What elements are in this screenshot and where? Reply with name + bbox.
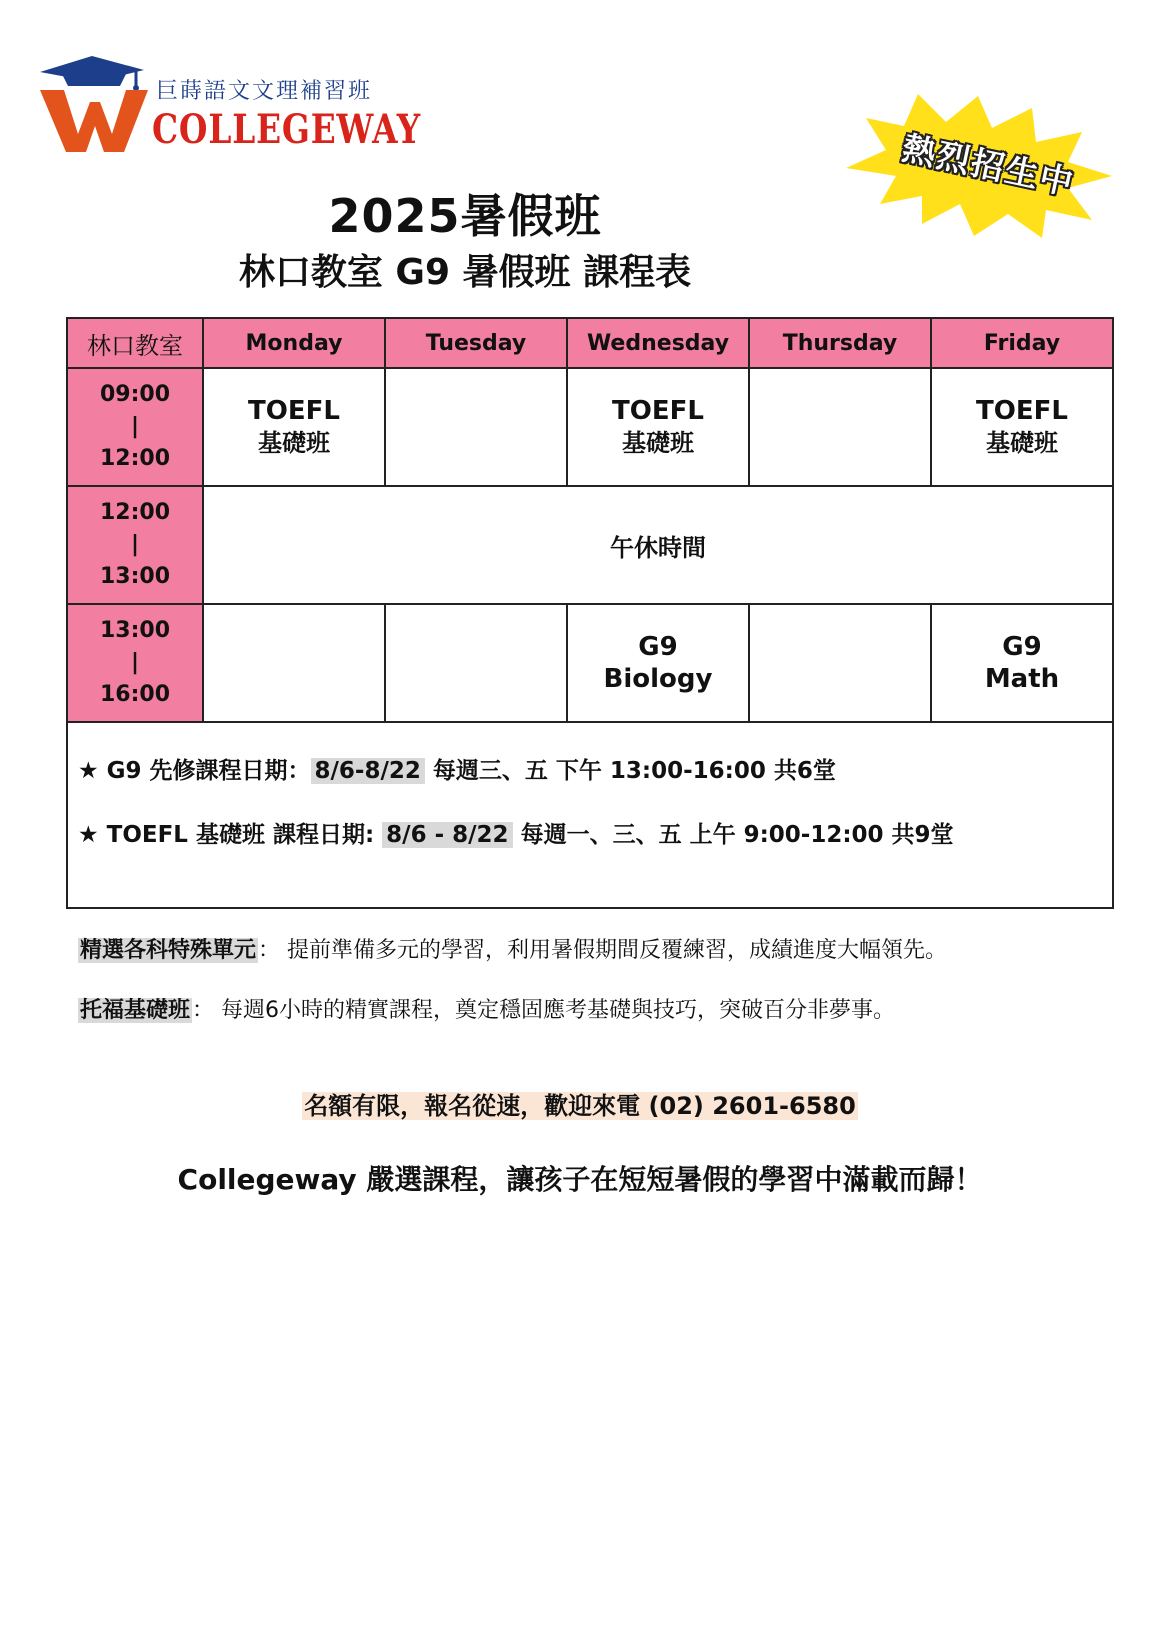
header-friday: Friday: [931, 318, 1113, 368]
schedule-header-row: [67, 318, 1113, 368]
note-prefix: ★ TOEFL 基礎班 課程日期:: [78, 822, 383, 848]
header-wednesday: Wednesday: [567, 318, 749, 368]
info-toefl-basic: [78, 994, 895, 1028]
time-slot: [67, 486, 203, 604]
course-cell-wednesday: [567, 604, 749, 722]
logo-chinese-name: 巨蒔語文文理補習班: [156, 79, 373, 104]
badge-text: 熱烈招生中: [898, 128, 1079, 203]
header-thursday: Thursday: [749, 318, 931, 368]
course-cell-tuesday: [385, 368, 567, 486]
course-cell-thursday: [749, 604, 931, 722]
course-name: G9: [1002, 632, 1042, 662]
course-subject: Math: [984, 664, 1060, 694]
contact-line: [0, 1088, 1160, 1124]
schedule-row-afternoon: [67, 604, 1113, 722]
note-toefl-dates: [78, 817, 1112, 853]
time-slot: [67, 368, 203, 486]
course-cell-friday: [931, 604, 1113, 722]
header-tuesday: Tuesday: [385, 318, 567, 368]
course-name: TOEFL: [612, 396, 704, 426]
info-separator: ：: [192, 998, 222, 1023]
schedule-row-lunch: [67, 486, 1113, 604]
course-cell-wednesday: [567, 368, 749, 486]
collegeway-logo: [40, 52, 420, 162]
course-level: 基礎班: [258, 429, 330, 457]
schedule-row-morning: [67, 368, 1113, 486]
note-date-range: 8/6 - 8/22: [382, 822, 512, 848]
time-slot: [67, 604, 203, 722]
schedule-table: [66, 317, 1114, 909]
slogan: Collegeway 嚴選課程，讓孩子在短短暑假的學習中滿載而歸！: [177, 1163, 983, 1196]
info-text: 每週6小時的精實課程，奠定穩固應考基礎與技巧，突破百分非夢事。: [221, 998, 896, 1023]
note-g9-dates: [78, 753, 1112, 789]
course-dates-notes: [67, 722, 1113, 908]
header-room: 林口教室: [67, 318, 203, 368]
course-cell-monday: [203, 368, 385, 486]
time-end: 12:00: [99, 446, 171, 471]
time-start: 12:00: [99, 500, 171, 525]
page-subtitle: 林口教室 G9 暑假班 課程表: [238, 252, 692, 293]
contact-text: 名額有限，報名從速，歡迎來電 (02) 2601-6580: [304, 1092, 856, 1120]
time-end: 13:00: [99, 564, 171, 589]
page-title: 2025暑假班: [328, 189, 602, 243]
time-start: 13:00: [99, 618, 171, 643]
time-separator: |: [130, 532, 140, 557]
course-name: TOEFL: [976, 396, 1068, 426]
logo-english-name: COLLEGEWAY: [152, 106, 421, 153]
course-name: G9: [638, 632, 678, 662]
schedule-notes-row: [67, 722, 1113, 908]
header-monday: Monday: [203, 318, 385, 368]
course-cell-thursday: [749, 368, 931, 486]
info-label: 精選各科特殊單元: [80, 938, 257, 963]
info-special-units: [78, 934, 947, 968]
time-end: 16:00: [99, 682, 171, 707]
note-date-range: 8/6-8/22: [311, 758, 425, 784]
note-suffix: 每週一、三、五 上午 9:00-12:00 共9堂: [512, 822, 954, 848]
note-suffix: 每週三、五 下午 13:00-16:00 共6堂: [424, 758, 836, 784]
course-level: 基礎班: [622, 429, 694, 457]
course-cell-friday: [931, 368, 1113, 486]
lunch-break-cell: 午休時間: [203, 486, 1113, 604]
time-separator: |: [130, 650, 140, 675]
course-cell-monday: [203, 604, 385, 722]
info-text: 提前準備多元的學習，利用暑假期間反覆練習，成績進度大幅領先。: [287, 938, 948, 963]
course-level: 基礎班: [986, 429, 1058, 457]
info-label: 托福基礎班: [80, 998, 191, 1023]
info-separator: ：: [258, 938, 288, 963]
course-subject: Biology: [603, 664, 713, 694]
time-start: 09:00: [99, 382, 171, 407]
course-name: TOEFL: [248, 396, 340, 426]
note-prefix: ★ G9 先修課程日期：: [78, 758, 311, 784]
course-cell-tuesday: [385, 604, 567, 722]
time-separator: |: [130, 414, 140, 439]
